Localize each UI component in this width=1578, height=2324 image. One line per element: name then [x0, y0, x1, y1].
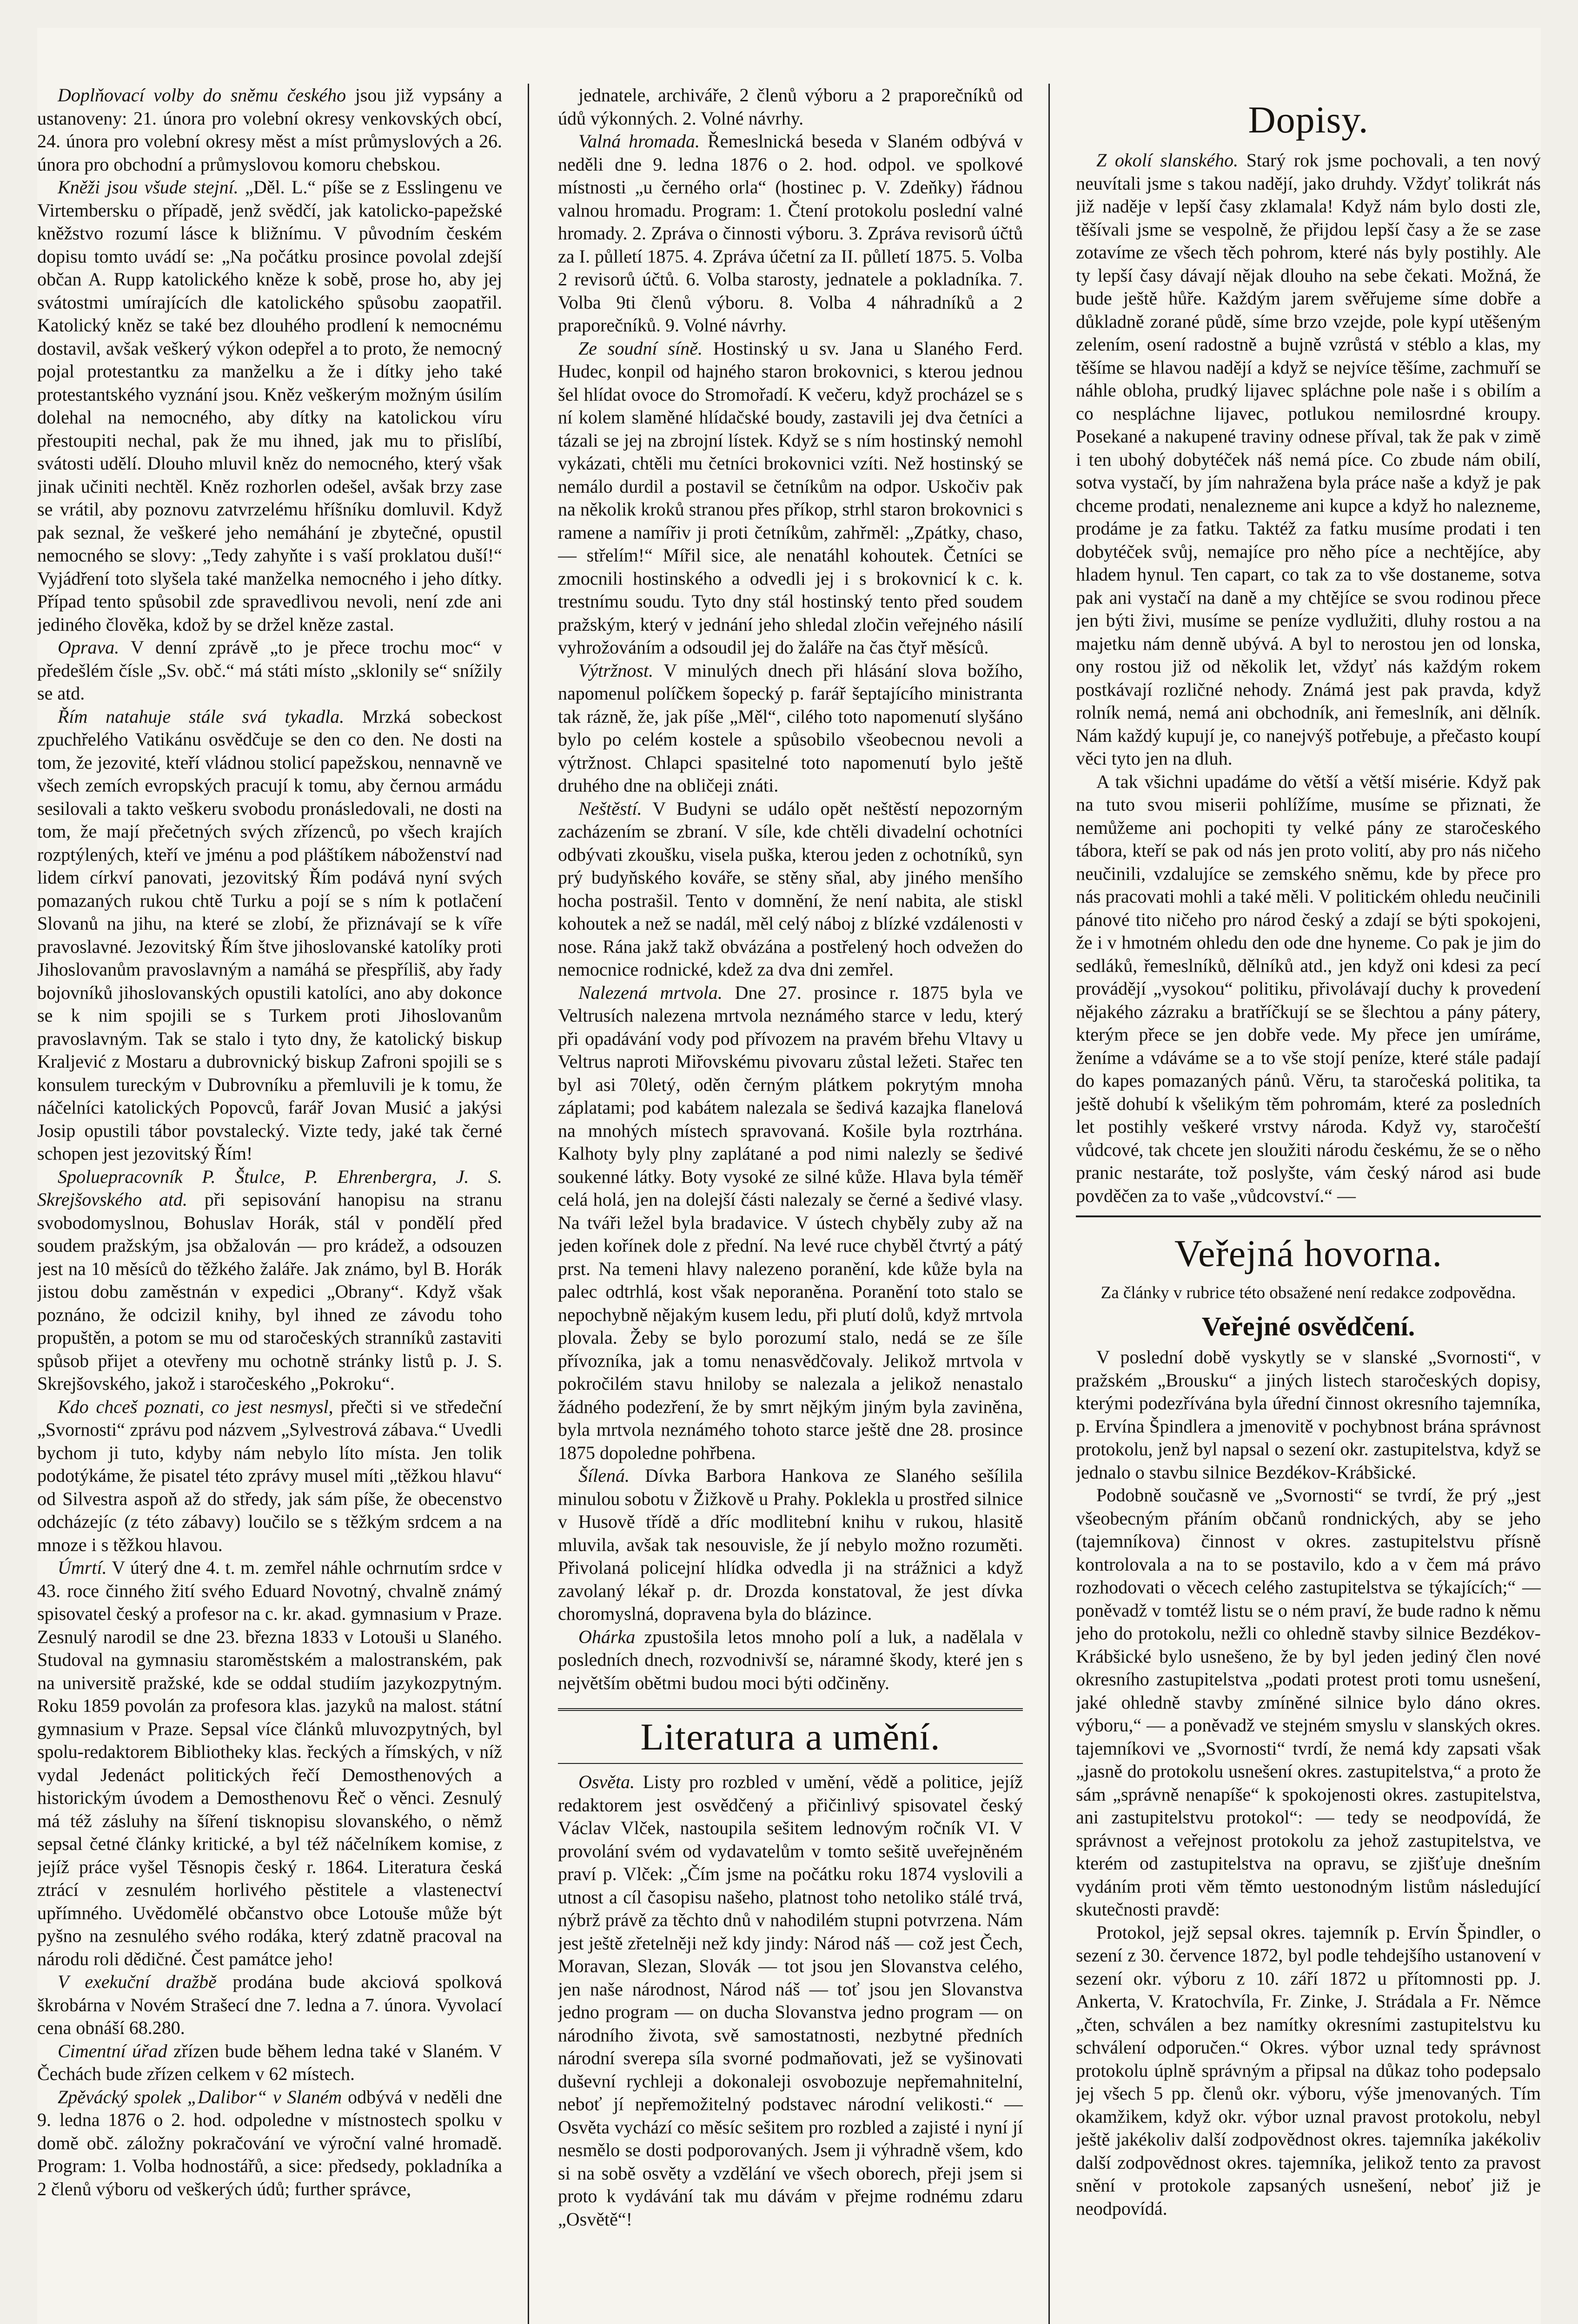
section-title-public-forum: Veřejná hovorna.: [1174, 1232, 1443, 1274]
article-paragraph: [37, 2086, 502, 2201]
article-text: V poslední době vyskytly se v slanské „Svornosti“, v pražském „Brousku“ a jiných listech staročeských dopisy, kterými podezřívána byla úřední činnost okresního tajemníka, p. Ervína Špindlera a jmenovitě v pochybnost brána správnost protokolu, jenž byl napsal o sezení okr. zastupitelstva, když se jednalo o stavbu silnice Bezdékov-Krábšické.: [1076, 1347, 1541, 1483]
subsection-title-declaration: Veřejné osvědčení.: [1201, 1311, 1415, 1341]
article-paragraph: [558, 1770, 1023, 2231]
article-kicker: V exekuční dražbě: [58, 1971, 217, 1992]
article-text: při sepisování hanopisu na stranu svobodomyslnou, Bohuslav Horák, stál v pondělí před soudem pražským, jsa obžalován — pro krádež, a odsouzen jest na 10 měsíců do těžkého žaláře. Jak známo, byl B. Horák jistou dobu zaměstnán v expedici „Obrany“. Když však poznáno, že odcizil knihy, byl ihned ze závodu toho propuštěn, a potom se mu od staročeských stranníků zastaviti spůsob přijet a otevřeny mu ochotně stránky listů p. J. S. Skrejšovského, jakož i staročeského „Pokroku“.: [37, 1189, 502, 1394]
article-paragraph: [37, 1556, 502, 1970]
section-title-letters: Dopisy.: [1248, 99, 1369, 141]
article-kicker: Doplňovací volby do sněmu českého: [58, 85, 346, 106]
article-paragraph: [1076, 1346, 1541, 1484]
article-paragraph: [37, 84, 502, 176]
article-paragraph: [558, 659, 1023, 797]
article-paragraph: [37, 2040, 502, 2086]
article-paragraph: [37, 636, 502, 705]
article-paragraph: [37, 705, 502, 1165]
article-text: Listy pro rozbled v umění, vědě a politice, jejíž redaktorem jest osvědčený a přičinlivý spisovatel český Václav Vlček, nastoupila sešitem lednovým ročník VI. V provolání svém od vydavatelům v tomto sešitě uveřejněném praví p. Vlček: „Čím jsme na počátku roku 1874 vyslovili a utnost a cíl časopisu našeho, platnost toho netoliko stálé trvá, nýbrž právě za těchto dnů v nahodilém stupni potvrzena. Nám jest ještě zřetelněji než kdy jindy: Národ náš — což jest Čech, Moravan, Slezan, Slovák — tot jsou jen Slovanstva celého, jen naše národnost, Národ náš — toť jsou jen Slovanstva jedno program — on ducha Slovanstva jedno program — on národního života, svě samostatnosti, nezbytné předních národní sverepa síla svorné podmaňovati, jež se vyšinovati duševní rychleji a dokonaleji osvobozuje nepřemahnitelní, neboť jí nepřemožitelný podstavec národní velikosti.“ — Osvěta vychází co měsíc sešitem pro rozbled a zajisté i nyní jí nesmělo se dosti podporovaných. Jsem ji výhradně všem, kdo si na sobě osvěty a vzdělání ve všech oborech, přeji jsem si proto k vydávání tak mu dávám v přejme rodnému zdaru „Osvětě“!: [558, 1771, 1023, 2230]
article-kicker: Osvěta.: [578, 1771, 635, 1792]
article-text: Starý rok jsme pochovali, a ten nový neuvítali jsme s takou nadějí, jako druhdy. Vždyť tolikrát nás již naděje v lepší časy zklamala! Když nám bylo dosti zle, těšívali jsme se vespolně, že přijdou lepší časy a že se zase zotavíme ze všech těch pohrom, které nás byly postihly. Ale ty lepší časy dávají nějak dlouho na sebe čekati. Možná, že bude ještě hůře. Každým jarem svěřujeme síme dobře a důkladně zorané půdě, síme brzo vzejde, pole kypí utěšeným zelením, osení radostně a bujně vzrůstá v stéblo a klas, my těšíme se hlavou nadějí a když se nejvíce těšíme, zachmuří se náhle obloha, prudký lijavec spláchne pole naše i s obilím a co nespláchne lijavec, potlukou nemilosrdné kroupy. Posekané a nakupené traviny odnese příval, tak že pak v zimě i ten ubohý dobytéček náš nemá píce. Co zbude nám obilí, sotva vystačí, by jím nahražena byla práce naše a když je pak chceme prodati, nenalezneme ani kupce a když ho nalezneme, prodáme je za fatku. Taktéž za fatku musíme prodati i ten dobytéček svůj, nemajíce pro něho píce a nechtějíce, aby hladem hynul. Ten capart, co tak za to vše dostaneme, sotva pak ani vystačí na daně a my chtějíce se svou rodinou přece jen býti živi, musíme se peníze vydlužiti, dluhy rostou a na majetku nám denně ubývá. A byl to nerostou jen od lonska, ony rostou již od několik let, vždyť nás každým rokem postkávají rozličné nehody. Známá jest pak pravda, když rolník nemá, nemá ani obchodník, ani řemeslník, ani dělník. Nám každý kupují je, co nanejvýš potřebuje, a přečasto koupí věci tyto jen na dluh.: [1076, 150, 1541, 769]
article-paragraph: [558, 337, 1023, 659]
article-text: A tak všichni upadáme do větší a větší misérie. Když pak na tuto svou miserii pohlížíme, musíme se přiznati, že nemůžeme ani pochopiti ty velké pány ze staročeského tábora, kteří se pak od nás jen proto volití, aby pro nás ničeho neučinili, vzdalujíce se zemského sněmu, kde by přece pro nás pracovati mohli a také měli. V politickém ohledu neučinili pánové tito ničeho pro národ český a zdají se býti spokojeni, že i v hmotném ohledu den ode dne hyneme. Co pak je jim do sedláků, řemeslníků, dělníků atd., jen když oni kdesi za pecí provádějí „vysokou“ politiku, přivolávají duchy k provedení nějakého zázraku a bratříčkují se se šlechtou a pány pátery, kterým přece se jen dobře vede. My přece jen umíráme, ženíme a vdáváme se a to vše stojí peníze, které stále padají do kapes pomazaných pánů. Věru, ta staročeská politika, ta ještě dohubí k všelikým těm pohromám, které za posledních let postihly veškeré vrstvy národa. Když vy, staročeští vůdcové, tak chcete jen sloužiti národu českému, že se o něho pranic nestaráte, tož poslyšte, vám český národ asi bude povděčen za to vaše „vůdcovství.“ —: [1076, 771, 1541, 1206]
newspaper-page: [37, 28, 1541, 2324]
article-paragraph: [37, 1395, 502, 1557]
column-1: [37, 84, 502, 2324]
article-text: „Děl. L.“ píše se z Esslingenu ve Virtembersku o případě, jenž svědčí, jak katolicko-papežské kněžstvo rozumí lásce k bližnímu. V původním českém dopisu tomto uvádí se: „Na počátku prosince povolal zdejší občan A. Rupp katolického kněze k sobě, prose ho, aby jej svátostmi umírajících dle katolického spůsobu zaopatřil. Katolický kněz se také bez dlouhého prodlení k nemocnému dostavil, avšak veškerý výkon odepřel a to proto, že nemocný pojal protestantku za manželku a že i dítky jeho také protestantského vyznání jsou. Kněz veškerým možným úsilím dolehal na nemocného, aby dítky na katolickou víru přestoupiti nechal, pak že mu ihned, jak mu to přislíbí, svátosti udělí. Dlouho mluvil kněz do nemocného, který však jinak učiniti nechtěl. Kněz rozhorlen odešel, avšak brzy zase se vrátil, aby poznovu zatvrzelému hříšníku domluvil. Když pak seznal, že veškeré jeho nemáhání je zbytečné, opustil nemocného se slovy: „Tedy zahyňte i s vaší proklatou duší!“ Vyjádření toto slyšela také manželka nemocného i jeho dítky. Případ tento spůsobil zde spravedlivou nevoli, není zde ani jediného člověka, kdož by se držel kněze zastal.: [37, 177, 502, 635]
article-paragraph: [37, 176, 502, 636]
article-text: Protokol, jejž sepsal okres. tajemník p. Ervín Špindler, o sezení z 30. července 1872, byl podle tehdejšího ustanovení v sezení okr. výboru z 10. září 1872 u přítomnosti pp. J. Ankerta, V. Kratochvíla, Fr. Zinke, J. Strádala a Fr. Němce „čten, schválen a bez namítky okresními zastupitelstvu ku schválení odporučen.“ Okres. výbor uznal tedy správnost protokolu úplně správným a připsal na důkaz toho podepsalo jej všech 5 pp. členů okr. výboru, výše jmenovaných. Tím okamžikem, když okr. výbor uznal pravost protokolu, nebyl ještě jakékoliv další zodpovědnost okres. tajemníka jakékoliv další zodpovědnost okres. tajemníka, jelikož tento za pravost snění v protokole zapsaných usnešení, neboť již je neodpovídá.: [1076, 1921, 1541, 2219]
article-kicker: Ohárka: [578, 1626, 636, 1647]
article-text: Podobně současně ve „Svornosti“ se tvrdí, že prý „jest všeobecným přáním občanů rondnických, aby se jeho (tajemníkova) činnost v okres. zastupitelstvu přísně kontrolovala a na to se postavilo, kdo a v čem má právo rozhodovati o věcech celého zastupitelstva se týkajících;“ — poněvadž v tomtéž listu se o ném praví, že bude radno k němu jeho do protokolu, nežli co ohledně stavby silnice Bezdékov-Krábšické bylo usnešeno, že by byl jeden jediný člen nové okresního zastupitelstva „podati protest proti tomu usnešení, jaké ohledně stavby zmíněné silnice bylo dáno okres. výboru,“ — a poněvadž ve stejném smyslu v slanských okres. tajemníkovi ve „Svornosti“ tvrdí, že nemá kdy zapsati však „jasně do protokolu usnešení okres. zastupitelstva,“ a proto že sám „správně nenapíše“ k spokojenosti okres. zastupitelstva, ani zastupitelstvu protokol“: — tedy se neodpovídá, že správnost a veřejnost protokolu za jehož zastupitelstva, ve kterém od zastupitelstva na opravu, se zjišťuje dnešním vydáním proti věm těmto uestonodným listům následující skutečnosti pravdě:: [1076, 1485, 1541, 1920]
article-text: Dne 27. prosince r. 1875 byla ve Veltrusích nalezena mrtvola neznámého starce v ledu, který při opadávání vody pod přívozem na pravém břehu Vltavy u Veltrus naproti Miřovskému pivovaru zůstal ležeti. Stařec ten byl asi 70letý, oděn černým plátkem pokrytým mnoha záplatami; pod kabátem nalezala se šedivá kazajka flanelová na mnohých místech spravovaná. Košile byla roztrhána. Kalhoty byly plny zaplátané a pod nimi nalezly se šedivé soukenné látky. Boty vysoké ze silné kůže. Hlava byla téměř celá holá, jen na dolejší části nalezaly se černé a šedivé vlasy. Na tváři ležel byla bradavice. V ústech chyběly zuby až na jeden kořínek dole z přední. Na levé ruce chyběl čtvrtý a pátý prst. Na temeni hlavy nalezeno poranění, kde kůže byla na palec odtrhlá, kost však neporaněna. Poranění toto stalo se nepochybně nějakým kusem ledu, při plutí dolů, když mrtvola plovala. Žeby se bylo porozumí stalo, nedá se ze šíle přívozníka, jak a tomu nenasvědčovaly. Jelikož mrtvola v pokročilém stavu hniloby se nalezala a jelikož nenastalo žádného podezření, že by smrt nějkým jiným byla zaviněna, byla mrtvola neznámého tohoto starce ještě dne 28. prosince 1875 dopoledne pohřbena.: [558, 982, 1023, 1463]
article-kicker: Cimentní úřad: [58, 2040, 167, 2061]
article-paragraph: [558, 84, 1023, 130]
article-paragraph: [558, 130, 1023, 337]
article-text: Mrzká sobeckost zpuchřelého Vatikánu osvědčuje se den co den. Ne dosti na tom, že jezovité, kteří vládnou stolicí papežskou, nennavně ve všech zemích evropských pracují k tomu, aby černou armádu sesilovali a takto veškeru svobodu pronásledovali, ne dosti na tom, že mají přečetných svých zřízenců, po všech krajích rozptýlených, kteří ve jménu a pod pláštíkem náboženství nad lidem církví panovati, jezovitský Řím podává nyní svých pomazaných rukou chtě Turku a pojí se s ním k potlačení Slovanů na jihu, na které se zlobí, že přiznávají se k víře pravoslavné. Jezovitský Řím štve jihoslovanské katolíky proti Jihoslovanům pravoslavným a namáhá se přespříliš, aby řady bojovníků jihoslovanských opustili katolíci, ano aby dokonce se k nim spojili se s Turkem proti Jihoslovanům pravoslavným. Tak se stalo i tyto dny, že katolický biskup Kraljević z Mostaru a dubrovnický biskup Zafroni spojili se s konsulem tureckým v Dubrovníku a přemluvili je k tomu, že náčelníci katolických Popovců, farář Jovan Musić a jakýsi Josip opustili tábor povstalecký. Vizte tedy, jaké tak černé schopen jest jezovitský Řím!: [37, 706, 502, 1164]
article-text: přečti si ve středeční „Svornosti“ zprávu pod názvem „Sylvestrová zábava.“ Uvedli bychom ji tuto, kdyby nám nebylo líto místa. Jen tolik podotýkáme, že pisatel této zprávy musel míti „těžkou hlavu“ od Silvestra aspoň až do středy, jak sám píše, že obecenstvo odcházejíc (z této zábavy) loučilo se s těžkým srdcem a na mnoze i s těžkou hlavou.: [37, 1396, 502, 1555]
article-kicker: Valná hromada.: [578, 131, 700, 152]
article-text: odbývá v neděli dne 9. ledna 1876 o 2. hod. odpoledne v místnostech spolku v domě obč. záložny pokračování ve výroční valné hromadě. Program: 1. Volba hodnostářů, a sice: předsedy, pokladníka a 2 členů výboru od veškerých údů; further správce,: [37, 2086, 502, 2199]
article-kicker: Nalezená mrtvola.: [578, 982, 723, 1003]
article-paragraph: [1076, 1921, 1541, 2220]
article-text: V úterý dne 4. t. m. zemřel náhle ochrnutím srdce v 43. roce činného žití svého Eduard Novotný, chvalně známý spisovatel český a profesor na c. kr. akad. gymnasium v Praze. Zesnulý narodil se dne 23. března 1833 v Lotouši u Slaného. Studoval na gymnasiu staroměstském a malostranském, pak na universitě pražské, kde se oddal studiím jazykozpytným. Roku 1859 povolán za profesora klas. jazyků na malost. státní gymnasium v Praze. Sepsal více článků mluvozpytných, byl spolu-redaktorem Bibliotheky klas. řeckých a římských, v níž vydal Jedenáct politických řečí Demosthenových a historickým úvodem a Demosthenovu Řeč o věnci. Zesnulý má též zásluhy na šíření tisknopisu slovanského, o němž sepsal četné články kritické, a byl též náčelníkem komise, z jejíž práce vyšel Těsnopis český r. 1864. Literatura česká ztrácí v zesnulém horlivého pěstitele a vlastenectví upřímného. Uvědomělé občanstvo obce Lotouše může být pyšno na zesnulého svého rodáka, který zdatně pracoval na národu roli dědičné. Čest památce jeho!: [37, 1557, 502, 1969]
column-3: [1076, 84, 1541, 2324]
article-text: V Budyni se událo opět neštěstí nepozorným zacházením se zbraní. V síle, kde chtěli divadelní ochotníci odbývati zkoušku, visela puška, kterou jeden z ochotníků, syn prý budyňského kováře, se stěny sňal, aby jiného menšího hocha postrašil. Tento v domnění, že není nabita, ale stiskl kohoutek a než se nadál, měl celý náboj z blízké vzdálenosti v nose. Rána jakž takž obvázána a postřelený hoch odvežen do nemocnice rodnické, kdež za dva dni zemřel.: [558, 798, 1023, 980]
article-paragraph: [1076, 149, 1541, 770]
column-rule: [528, 84, 529, 2324]
article-paragraph: [558, 797, 1023, 981]
article-text: Řemeslnická beseda v Slaném odbývá v neděli dne 9. ledna 1876 o 2. hod. odpol. ve spolkové místnosti „u černého orla“ (hostinec p. V. Zdeňky) řádnou valnou hromadu. Program: 1. Čtení protokolu poslední valné hromady. 2. Zpráva o činnosti výboru. 3. Zpráva revisorů účtů za I. půlletí 1875. 4. Zpráva účetní za II. půlletí 1875. 5. Volba 2 revisorů účtů. 6. Volba starosty, jednatele a pokladníka. 7. Volba 9ti členů výboru. 8. Volba 4 náhradníků a 2 praporečníků. 9. Volné návrhy.: [558, 131, 1023, 336]
article-kicker: Spoluepracovník P. Štulce, P. Ehrenbergra, J. S. Skrejšovského atd.: [37, 1166, 502, 1210]
article-text: V denní zprávě „to je přece trochu moc“ v předešlém čísle „Sv. obč.“ má státi místo „sklonily se“ snížily se atd.: [37, 637, 502, 704]
article-paragraph: [558, 1464, 1023, 1625]
article-text: jsou již vypsány a ustanoveny: 21. února pro volební okresy venkovských obcí, 24. února pro volební okresy měst a míst průmyslových a 26. února pro obchodní a průmyslovou komoru chebskou.: [37, 85, 502, 175]
article-kicker: Kdo chceš poznati, co jest nesmysl,: [58, 1396, 333, 1417]
article-text: Dívka Barbora Hankova ze Slaného sešílila minulou sobotu v Žižkově u Prahy. Poklekla u prostřed silnice v Husově třídě a dříc modlitební knihu v rukou, hlasitě mluvila, avšak tak nesouvisle, že jí nebylo možno rozuměti. Přivolaná policejní hlídka odvedla ji na strážnici a když zavolaný lékař p. dr. Drozda konstatoval, že jest dívka choromyslná, dopravena byla do blázince.: [558, 1465, 1023, 1624]
article-kicker: Řím natahuje stále svá tykadla.: [58, 706, 345, 727]
article-paragraph: [1076, 770, 1541, 1208]
article-kicker: Kněži jsou všude stejní.: [58, 177, 239, 198]
article-paragraph: [37, 1970, 502, 2040]
article-paragraph: [37, 1165, 502, 1395]
article-kicker: Z okolí slanského.: [1096, 150, 1239, 171]
section-title-literature: Literatura a umění.: [558, 1708, 1023, 1764]
article-paragraph: [558, 981, 1023, 1465]
article-kicker: Zpěvácký spolek „Dalibor“ v Slaném: [58, 2086, 342, 2107]
article-kicker: Výtržnost.: [578, 660, 654, 681]
article-kicker: Šílená.: [578, 1465, 630, 1486]
article-text: prodána bude akciová spolková škrobárna v Novém Strašecí dne 7. ledna a 7. února. Vyvolací cena obnáší 68.280.: [37, 1971, 502, 2038]
divider: [1076, 1215, 1541, 1217]
article-kicker: Ze soudní síně.: [578, 337, 703, 359]
article-text: jednatele, archiváře, 2 členů výboru a 2 praporečníků od údů výkonných. 2. Volné návrhy.: [558, 85, 1023, 129]
column-rule: [1048, 84, 1050, 2324]
article-text: Hostinský u sv. Jana u Slaného Ferd. Hudec, konpil od hajného staron brokovnici, s kterou jednou šel hlídat ovoce do Stromořadí. K večeru, když procházel se s ní kolem slaměné hlídačské boudy, zastavili jej dva četníci a tázali se jej na zbrojní lístek. Když se s ním hostinský nemohl vykázati, chtěli mu četníci brokovnici vzíti. Než hostinský se nemálo durdil a postavil se četníkům na odpor. Uskočiv pak na několik kroků stranou přes příkop, strhl staron brokovnici s ramene a namířiv ji proti četníkům, zahřměl: „Zpátky, chaso, — střelím!“ Mířil sice, ale nenatáhl kohoutek. Četníci se zmocnili hostinského a odvedli jej i s brokovnicí k c. k. trestnímu soudu. Tyto dny stál hostinský tento před soudem pražským, který v jednání jeho shledal zločin veřejného násilí vyhrožováním a odsoudil jej do žaláře na čas čtyř měsíců.: [558, 337, 1023, 658]
article-kicker: Úmrtí.: [58, 1557, 107, 1578]
article-kicker: Oprava.: [58, 637, 119, 658]
editorial-note: Za články v rubrice této obsažené není redakce zodpovědna.: [1101, 1283, 1516, 1302]
article-kicker: Neštěstí.: [578, 798, 642, 819]
column-2: [558, 84, 1023, 2324]
article-text: zpustošila letos mnoho polí a luk, a nadělala v posledních dnech, rozvodnivší se, náramné škody, které jen s největším obětmi budou moci býti odčiněny.: [558, 1626, 1023, 1693]
article-text: V minulých dnech při hlásání slova božího, napomenul políčkem šopecký p. farář šeptajícího ministranta tak rázně, že, jak píše „Měl“, cilého toto napomenutí slyšáno bylo po celém kostele a spůsobilo všeobecnou nevoli a výtržnost. Chlapci spasitelné toto napomenutí bylo ještě druhého dne na obličeji znáti.: [558, 660, 1023, 796]
article-text: zřízen bude během ledna také v Slaném. V Čechách bude zřízen celkem v 62 místech.: [37, 2040, 502, 2084]
article-paragraph: [558, 1625, 1023, 1695]
article-paragraph: [1076, 1484, 1541, 1921]
